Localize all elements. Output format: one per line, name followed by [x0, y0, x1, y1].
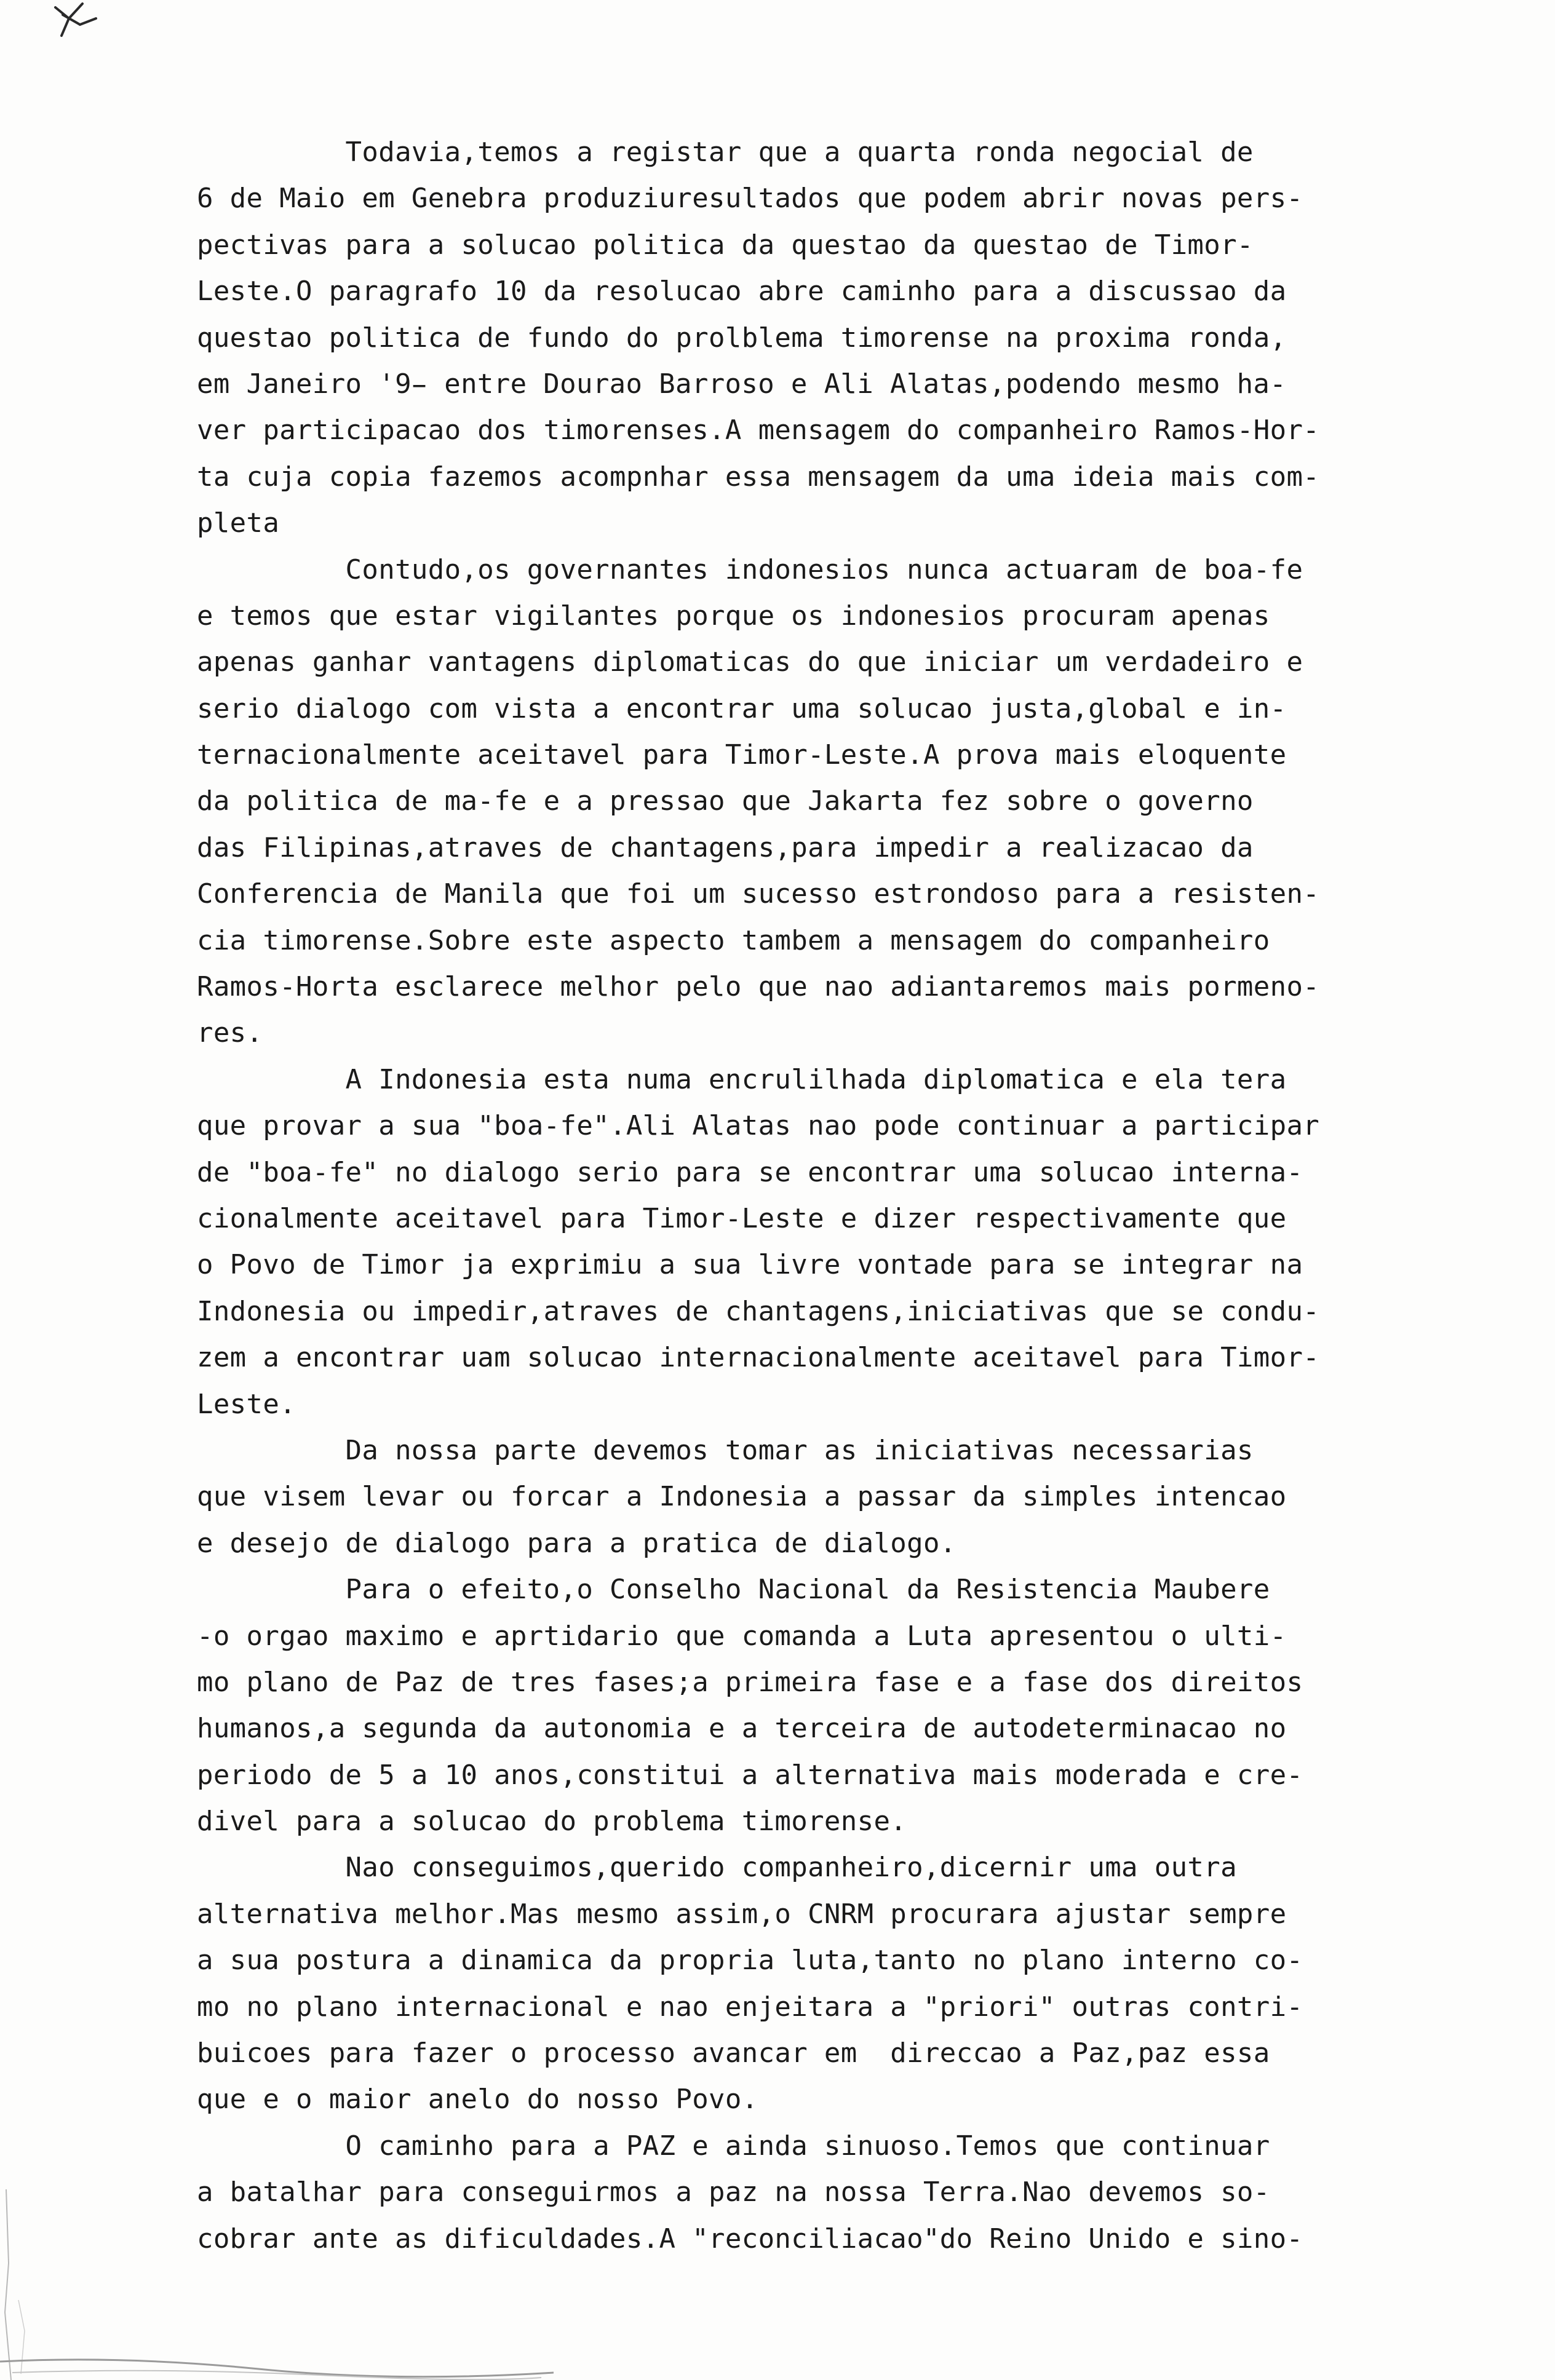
letter-line: da politica de ma-fe e a pressao que Jakarta fez sobre o governo	[197, 785, 1254, 817]
letter-line: periodo de 5 a 10 anos,constitui a alternativa mais moderada e cre-	[197, 1759, 1303, 1791]
letter-line: 6 de Maio em Genebra produziuresultados que podem abrir novas pers-	[197, 183, 1303, 215]
letter-line: em Janeiro '9̵ entre Dourao Barroso e Ali Alatas,podendo mesmo ha-	[197, 368, 1287, 400]
letter-line: humanos,a segunda da autonomia e a terceira de autodeterminacao no	[197, 1713, 1287, 1745]
letter-line: res.	[197, 1017, 263, 1049]
letter-line: das Filipinas,atraves de chantagens,para impedir a realizacao da	[197, 831, 1254, 863]
letter-line: pleta	[197, 507, 280, 539]
letter-line: Nao conseguimos,querido companheiro,dicernir uma outra	[197, 1852, 1237, 1884]
letter-line: Contudo,os governantes indonesios nunca actuaram de boa-fe	[197, 553, 1303, 585]
letter-line: A Indonesia esta numa encrulilhada diplomatica e ela tera	[197, 1063, 1287, 1095]
letter-line: mo no plano internacional e nao enjeitara a "priori" outras contri-	[197, 1991, 1303, 2023]
letter-line: apenas ganhar vantagens diplomaticas do que iniciar um verdadeiro e	[197, 646, 1303, 678]
letter-line: buicoes para fazer o processo avancar em direccao a Paz,paz essa	[197, 2037, 1270, 2069]
letter-line: o Povo de Timor ja exprimiu a sua livre vontade para se integrar na	[197, 1249, 1303, 1281]
letter-line: O caminho para a PAZ e ainda sinuoso.Temos que continuar	[197, 2130, 1270, 2162]
letter-line: Ramos-Horta esclarece melhor pelo que nao adiantaremos mais pormeno-	[197, 971, 1320, 1003]
letter-line: ver participacao dos timorenses.A mensagem do companheiro Ramos-Hor-	[197, 415, 1320, 446]
letter-line: Da nossa parte devemos tomar as iniciativas necessarias	[197, 1434, 1254, 1466]
letter-line: alternativa melhor.Mas mesmo assim,o CNRM procurara ajustar sempre	[197, 1898, 1287, 1930]
letter-line: pectivas para a solucao politica da questao da questao de Timor-	[197, 229, 1254, 261]
letter-line: Indonesia ou impedir,atraves de chantagens,iniciativas que se condu-	[197, 1295, 1320, 1327]
letter-line: cionalmente aceitavel para Timor-Leste e dizer respectivamente que	[197, 1202, 1287, 1234]
letter-line: Todavia,temos a registar que a quarta ronda negocial de	[197, 137, 1254, 168]
letter-line: Leste.O paragrafo 10 da resolucao abre caminho para a discussao da	[197, 276, 1287, 307]
letter-line: Para o efeito,o Conselho Nacional da Resistencia Maubere	[197, 1574, 1270, 1606]
letter-line: ternacionalmente aceitavel para Timor-Leste.A prova mais eloquente	[197, 739, 1287, 771]
letter-line: e desejo de dialogo para a pratica de dialogo.	[197, 1527, 956, 1559]
letter-body	[197, 129, 1519, 2262]
letter-line: mo plano de Paz de tres fases;a primeira fase e a fase dos direitos	[197, 1666, 1303, 1698]
letter-line: que visem levar ou forcar a Indonesia a passar da simples intencao	[197, 1481, 1287, 1513]
letter-line: a sua postura a dinamica da propria luta,tanto no plano interno co-	[197, 1945, 1303, 1977]
letter-line: zem a encontrar uam solucao internacionalmente aceitavel para Timor-	[197, 1342, 1320, 1374]
letter-line: e temos que estar vigilantes porque os indonesios procuram apenas	[197, 600, 1270, 632]
letter-line: que e o maior anelo do nosso Povo.	[197, 2084, 758, 2116]
letter-line: de "boa-fe" no dialogo serio para se encontrar uma solucao interna-	[197, 1156, 1303, 1188]
letter-line: -o orgao maximo e aprtidario que comanda a Luta apresentou o ulti-	[197, 1620, 1287, 1652]
handwritten-corner-mark-icon	[44, 0, 100, 49]
letter-line: Conferencia de Manila que foi um sucesso estrondoso para a resisten-	[197, 878, 1320, 910]
letter-line: cobrar ante as dificuldades.A "reconciliacao"do Reino Unido e sino-	[197, 2223, 1303, 2255]
letter-line: serio dialogo com vista a encontrar uma solucao justa,global e in-	[197, 692, 1287, 724]
letter-line: questao politica de fundo do prolblema timorense na proxima ronda,	[197, 322, 1287, 354]
letter-line: cia timorense.Sobre este aspecto tambem a mensagem do companheiro	[197, 924, 1270, 956]
letter-line: Leste.	[197, 1388, 296, 1420]
letter-line: que provar a sua "boa-fe".Ali Alatas nao pode continuar a participar	[197, 1110, 1320, 1142]
letter-line: a batalhar para conseguirmos a paz na nossa Terra.Nao devemos so-	[197, 2176, 1270, 2208]
scan-bottom-smudge	[0, 2337, 554, 2380]
letter-line: divel para a solucao do problema timorense.	[197, 1806, 907, 1838]
letter-line: ta cuja copia fazemos acompnhar essa mensagem da uma ideia mais com-	[197, 461, 1320, 493]
